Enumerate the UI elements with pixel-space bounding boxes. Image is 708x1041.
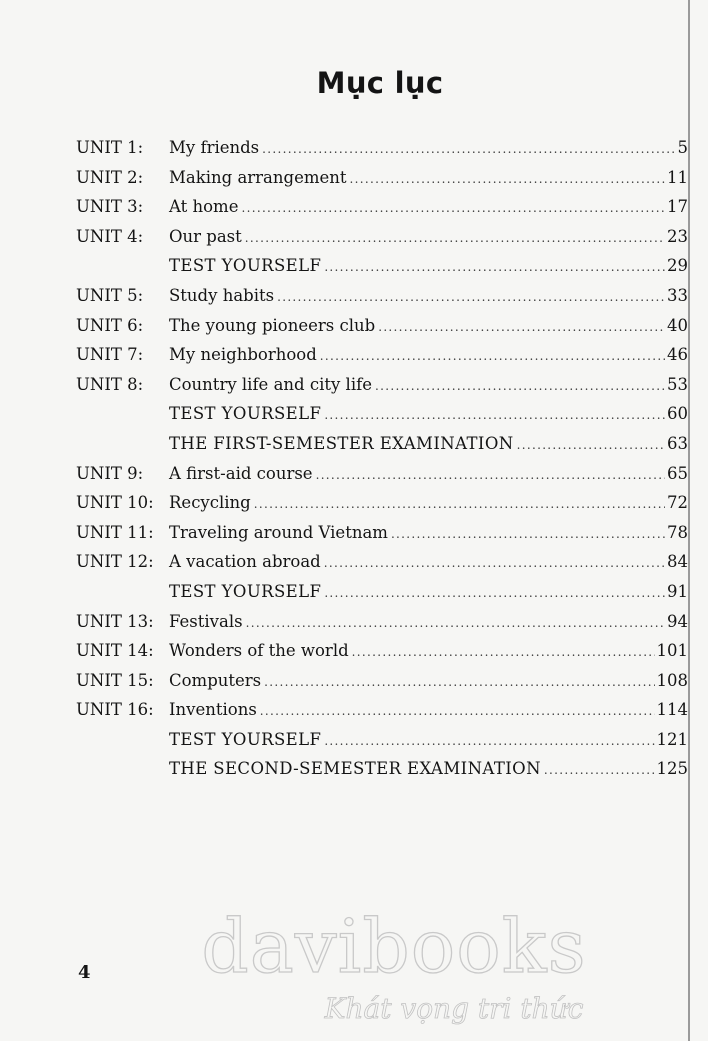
toc-entry-body — [169, 582, 688, 601]
toc-entry-title: Our past — [169, 226, 242, 246]
toc-entry — [76, 552, 688, 582]
toc-entry-body — [169, 404, 688, 423]
dot-leader — [352, 645, 655, 659]
toc-entry-body — [169, 316, 688, 335]
toc-entry — [76, 316, 688, 346]
toc-unit-label: UNIT 6: — [76, 315, 144, 335]
dot-leader — [316, 468, 665, 482]
toc-page-number: 53 — [667, 374, 688, 394]
toc-page-number: 5 — [677, 138, 688, 157]
toc-entry-title: Computers — [169, 670, 262, 690]
dot-leader — [378, 320, 665, 334]
toc-entry — [76, 612, 688, 642]
toc-page-number: 101 — [656, 641, 688, 661]
toc-page-number: 121 — [656, 729, 688, 749]
toc-entry-title: TEST YOURSELF — [169, 404, 322, 424]
toc-entry-title: My neighborhood — [169, 345, 317, 365]
toc-entry — [76, 375, 688, 405]
dot-leader — [264, 675, 654, 689]
toc-page-number: 114 — [656, 700, 688, 720]
toc-unit-label: UNIT 10: — [76, 493, 154, 513]
toc-page-number: 40 — [667, 315, 688, 335]
dot-leader — [544, 763, 655, 777]
toc-entry-body — [169, 641, 688, 660]
toc-page-number: 29 — [667, 256, 688, 276]
toc-entry-body — [169, 168, 688, 187]
page-number: 4 — [78, 962, 91, 983]
toc-entry-body — [169, 523, 688, 542]
toc-entry-body — [169, 138, 688, 157]
toc-entry-body — [169, 227, 688, 246]
toc-entry-title: Study habits — [169, 285, 275, 305]
toc-entry-title: The young pioneers club — [169, 315, 376, 335]
toc-entry-body — [169, 256, 688, 275]
dot-leader — [262, 142, 675, 156]
dot-leader — [324, 408, 665, 422]
dot-leader — [260, 704, 655, 718]
toc-entry — [76, 138, 688, 168]
toc-entry — [76, 700, 688, 730]
dot-leader — [350, 172, 665, 186]
dot-leader — [277, 290, 665, 304]
toc-unit-label: UNIT 7: — [76, 345, 144, 365]
toc-entry — [76, 464, 688, 494]
toc-page-number: 65 — [667, 463, 688, 483]
toc-entry-title: Recycling — [169, 493, 251, 513]
watermark-logo — [0, 902, 708, 1026]
toc-entry-body — [169, 493, 688, 512]
table-of-contents — [76, 138, 688, 789]
toc-page-number: 78 — [667, 522, 688, 542]
toc-page-number: 33 — [667, 285, 688, 305]
toc-entry-title: TEST YOURSELF — [169, 729, 322, 749]
toc-unit-label: UNIT 12: — [76, 552, 154, 572]
toc-unit-label: UNIT 1: — [76, 138, 144, 157]
toc-entry-body — [169, 345, 688, 364]
dot-leader — [375, 379, 665, 393]
toc-entry — [76, 730, 688, 760]
toc-entry-body — [169, 464, 688, 483]
toc-entry-title: Making arrangement — [169, 167, 347, 187]
toc-entry — [76, 227, 688, 257]
toc-unit-label: UNIT 16: — [76, 700, 154, 720]
dot-leader — [324, 556, 665, 570]
toc-entry-body — [169, 612, 688, 631]
page-title: Mục lục — [316, 66, 444, 100]
dot-leader — [391, 527, 665, 541]
toc-entry — [76, 286, 688, 316]
dot-leader — [241, 201, 665, 215]
toc-unit-label: UNIT 15: — [76, 670, 154, 690]
toc-entry-body — [169, 375, 688, 394]
toc-entry-title: A first-aid course — [169, 463, 313, 483]
dot-leader — [324, 260, 665, 274]
toc-page-number: 60 — [667, 404, 688, 424]
toc-entry-body — [169, 552, 688, 571]
toc-entry — [76, 523, 688, 553]
dot-leader — [324, 586, 665, 600]
toc-entry — [76, 759, 688, 789]
toc-entry — [76, 434, 688, 464]
toc-unit-label: UNIT 3: — [76, 197, 144, 217]
toc-unit-label: UNIT 4: — [76, 226, 144, 246]
toc-page-number: 94 — [667, 611, 688, 631]
toc-page-number: 11 — [667, 167, 688, 187]
toc-entry-body — [169, 759, 688, 778]
dot-leader — [517, 438, 665, 452]
toc-entry-body — [169, 671, 688, 690]
toc-entry-title: TEST YOURSELF — [169, 581, 322, 601]
toc-unit-label: UNIT 14: — [76, 641, 154, 661]
toc-unit-label: UNIT 9: — [76, 463, 144, 483]
toc-unit-label: UNIT 11: — [76, 522, 154, 542]
toc-page-number: 23 — [667, 226, 688, 246]
watermark-tagline: Khát vọng tri thức — [324, 992, 584, 1025]
dot-leader — [320, 349, 665, 363]
toc-entry-title: Inventions — [169, 700, 257, 720]
toc-entry-title: Wonders of the world — [169, 641, 349, 661]
toc-unit-label: UNIT 13: — [76, 611, 154, 631]
toc-entry-body — [169, 286, 688, 305]
toc-entry — [76, 404, 688, 434]
toc-page-number: 84 — [667, 552, 688, 572]
toc-entry-body — [169, 434, 688, 453]
dot-leader — [246, 616, 665, 630]
toc-page-number: 125 — [656, 759, 688, 779]
watermark-brand: davibooks — [201, 904, 587, 990]
toc-unit-label: UNIT 2: — [76, 167, 144, 187]
toc-entry-title: A vacation abroad — [169, 552, 321, 572]
toc-entry-title: At home — [169, 197, 239, 217]
toc-entry-body — [169, 700, 688, 719]
toc-entry-body — [169, 197, 688, 216]
toc-entry-title: Festivals — [169, 611, 243, 631]
toc-entry — [76, 256, 688, 286]
toc-page-number: 46 — [667, 345, 688, 365]
toc-page-number: 63 — [667, 433, 688, 453]
toc-entry — [76, 582, 688, 612]
dot-leader — [254, 497, 665, 511]
toc-page-number: 108 — [656, 670, 688, 690]
toc-entry-title: My friends — [169, 138, 260, 157]
toc-page-number: 91 — [667, 581, 688, 601]
toc-entry — [76, 168, 688, 198]
toc-entry-title: Traveling around Vietnam — [169, 522, 388, 542]
toc-entry — [76, 641, 688, 671]
toc-entry-title: THE FIRST-SEMESTER EXAMINATION — [169, 433, 514, 453]
toc-entry — [76, 671, 688, 701]
toc-entry — [76, 197, 688, 227]
dot-leader — [245, 231, 665, 245]
dot-leader — [324, 734, 654, 748]
toc-page-number: 17 — [667, 197, 688, 217]
toc-entry — [76, 493, 688, 523]
toc-page-number: 72 — [667, 493, 688, 513]
page-edge-line — [688, 0, 690, 1041]
toc-unit-label: UNIT 8: — [76, 374, 144, 394]
toc-unit-label: UNIT 5: — [76, 285, 144, 305]
toc-entry — [76, 345, 688, 375]
toc-entry-title: THE SECOND-SEMESTER EXAMINATION — [169, 759, 541, 779]
toc-entry-title: TEST YOURSELF — [169, 256, 322, 276]
toc-entry-body — [169, 730, 688, 749]
toc-entry-title: Country life and city life — [169, 374, 372, 394]
